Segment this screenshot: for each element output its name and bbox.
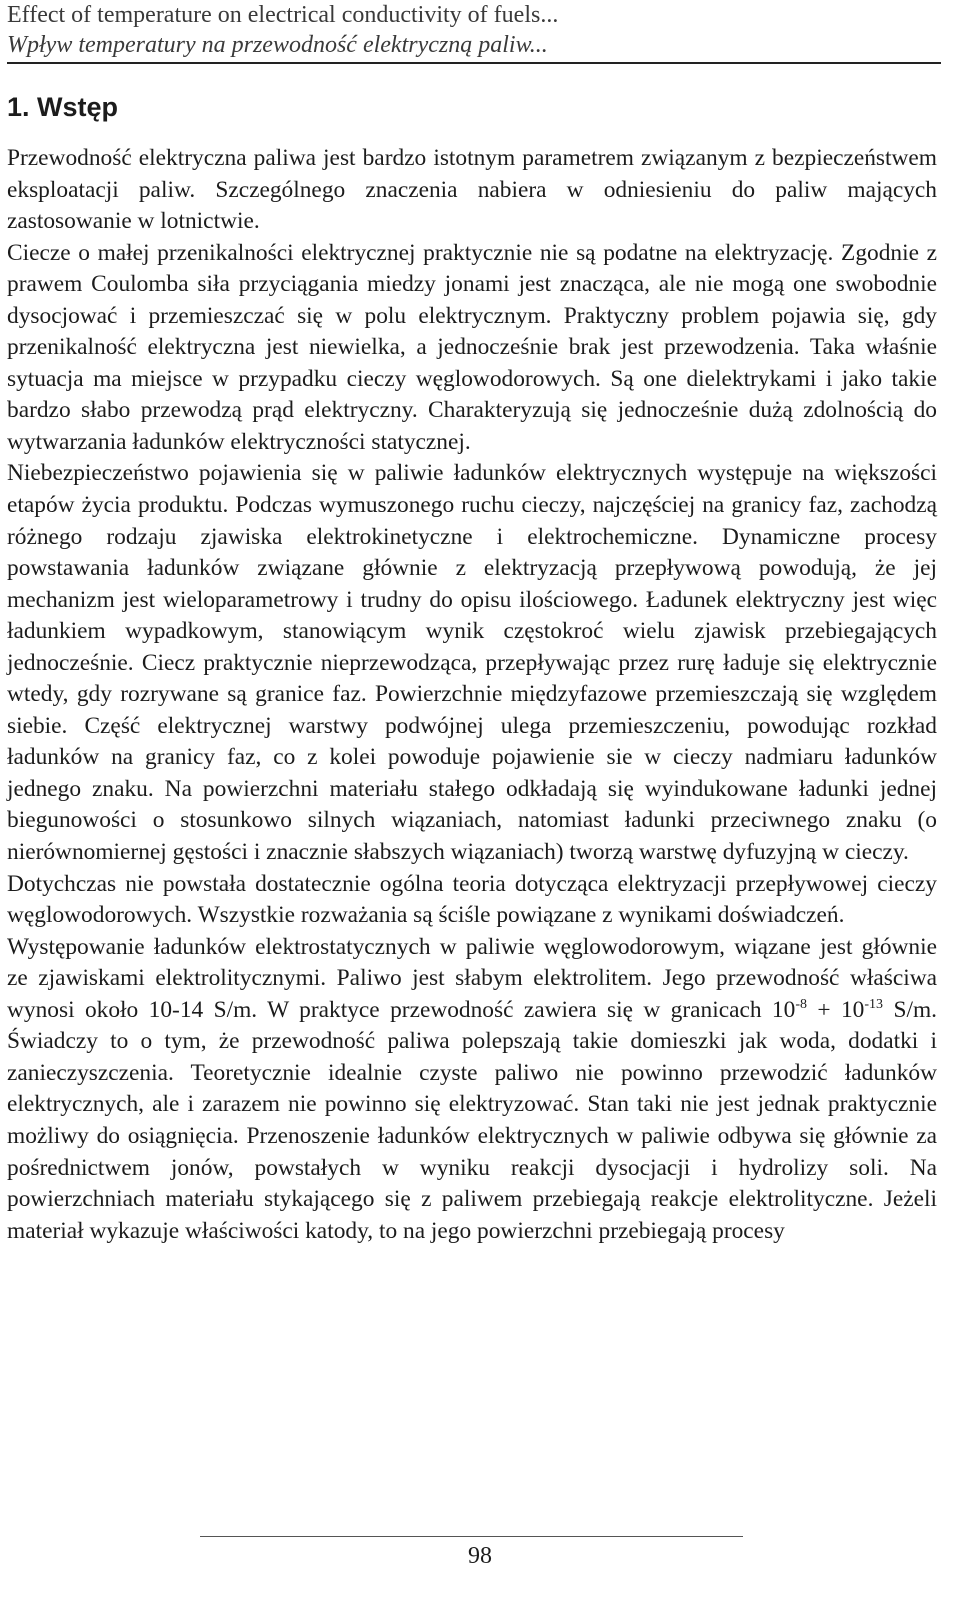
running-header-title-pl: Wpływ temperatury na przewodność elektryczną paliw...: [7, 32, 548, 58]
page-number: 98: [468, 1543, 492, 1569]
running-header: [7, 0, 941, 60]
body-text: [7, 143, 937, 1247]
paragraph-2: Ciecze o małej przenikalności elektrycznej praktycznie nie są podatne na elektryzację. Zgodnie z prawem Coulomba siła przyciągania miedzy jonami jest znacząca, ale nie mogą one swobodnie dysocjować i przemieszczać się w polu elektrycznym. Praktyczny problem pojawia się, gdy przenikalność elektryczna jest niewielka, a jednocześnie brak jest przewodzenia. Taka właśnie sytuacja ma miejsce w przypadku cieczy węglowodorowych. Są one dielektrykami i jako takie bardzo słabo przewodzą prąd elektryczny. Charakteryzują się jednocześnie dużą zdolnością do wytwarzania ładunków elektryczności statycznej.: [7, 239, 937, 455]
footer-rule: [200, 1536, 743, 1537]
section-heading: 1. Wstęp: [7, 92, 119, 122]
paragraph-5-text-c: S/m. Świadczy to o tym, że przewodność paliwa polepszają takie domieszki jak woda, dodatki i zanieczyszczenia. Teoretycznie idealnie czyste paliwo nie powinno przewodzić ładunków elektrycznych, ale i zarazem nie powinno się elektryzować. Stan taki nie jest jednak praktycznie możliwy do osiągnięcia. Przenoszenie ładunków elektrycznych w paliwie odbywa się głównie za pośrednictwem jonów, powstałych w wyniku reakcji dysocjacji i hydrolizy soli. Na powierzchniach materiału stykającego się z paliwem przebiegają reakcje elektrolityczne. Jeżeli materiał wykazuje właściwości katody, to na jego powierzchni przebiegają procesy: [7, 996, 937, 1244]
paragraph-5-text-a: Występowanie ładunków elektrostatycznych w paliwie węglowodorowym, wiązane jest głównie ze zjawiskami elektrolitycznymi. Paliwo jest słabym elektrolitem. Jego przewodność właściwa wynosi około 10-14 S/m. W praktyce przewodność zawiera się w granicach 10: [7, 933, 937, 1023]
exponent-2: -13: [864, 996, 884, 1012]
running-header-title-en: Effect of temperature on electrical conductivity of fuels...: [7, 2, 559, 28]
paragraph-5: [7, 932, 937, 1247]
header-rule: [7, 62, 941, 64]
exponent-1: -8: [795, 996, 807, 1012]
paragraph-3: Niebezpieczeństwo pojawienia się w paliwie ładunków elektrycznych występuje na większości etapów życia produktu. Podczas wymuszonego ruchu cieczy, najczęściej na granicy faz, zachodzą różnego rodzaju zjawiska elektrokinetyczne i elektrochemiczne. Dynamiczne procesy powstawania ładunków związane głównie z elektryzacją przepływową powodują, że jej mechanizm jest wieloparametrowy i trudny do opisu ilościowego. Ładunek elektryczny jest więc ładunkiem wypadkowym, stanowiącym wynik częstokroć wielu zjawisk przebiegających jednocześnie. Ciecz praktycznie nieprzewodząca, przepływając przez rurę ładuje się elektrycznie wtedy, gdy rozrywane są granice faz. Powierzchnie międzyfazowe przemieszczają się względem siebie. Część elektrycznej warstwy podwójnej ulega przemieszczeniu, powodując rozkład ładunków na granicy faz, co z kolei powoduje pojawienie sie w cieczy nadmiaru ładunków jednego znaku. Na powierzchni materiału stałego odkładają się wyindukowane ładunki jednej biegunowości o stosunkowo silnych wiązaniach, natomiast ładunki przeciwnego znaku (o nierównomiernej gęstości i znacznie słabszych wiązaniach) tworzą warstwę dyfuzyjną w cieczy.: [7, 460, 937, 866]
paragraph-4: Dotychczas nie powstała dostatecznie ogólna teoria dotycząca elektryzacji przepływowej cieczy węglowodorowych. Wszystkie rozważania są ściśle powiązane z wynikami doświadczeń.: [7, 870, 937, 929]
paragraph-5-text-b: + 10: [807, 996, 865, 1023]
paragraph-1: Przewodność elektryczna paliwa jest bardzo istotnym parametrem związanym z bezpieczeństwem eksploatacji paliw. Szczególnego znaczenia nabiera w odniesieniu do paliw mających zastosowanie w lotnictwie.: [7, 145, 937, 235]
